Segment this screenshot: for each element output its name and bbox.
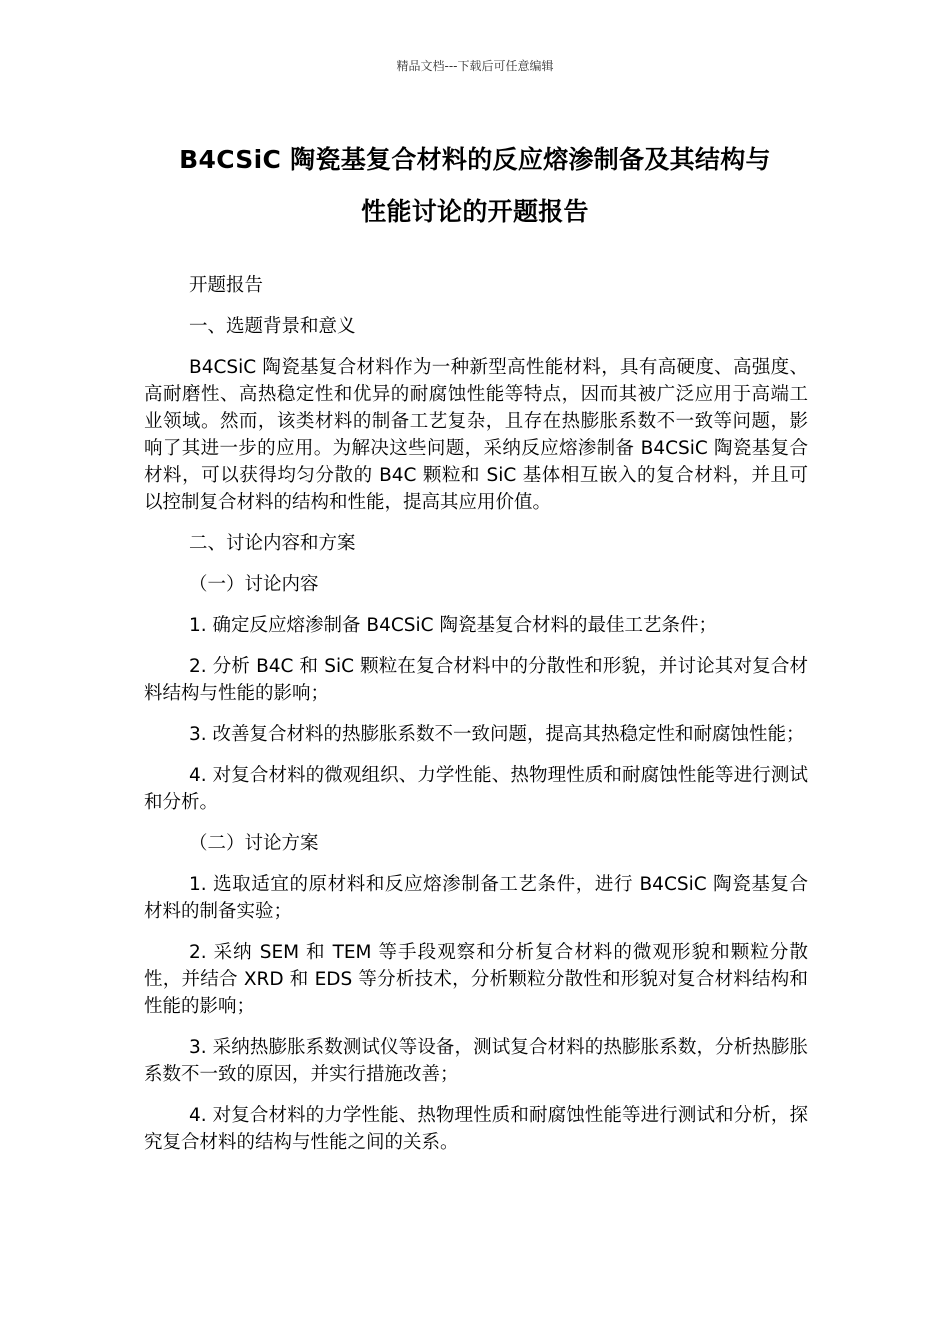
document-title [120, 134, 830, 238]
content-item: 4. 对复合材料的微观组织、力学性能、热物理性质和耐腐蚀性能等进行测试和分析。 [144, 765, 808, 813]
plan-item: 2. 采纳 SEM 和 TEM 等手段观察和分析复合材料的微观形貌和颗粒分散性，并结合 XRD 和 EDS 等分析技术，分析颗粒分散性和形貌对复合材料结构和性能的影响； [144, 942, 808, 1017]
page-header: 精品文档---下载后可任意编辑 [396, 59, 554, 73]
content-item: 2. 分析 B4C 和 SiC 颗粒在复合材料中的分散性和形貌，并讨论其对复合材料结构与性能的影响； [144, 656, 808, 704]
content-heading: （一）讨论内容 [189, 574, 319, 595]
report-label: 开题报告 [189, 275, 264, 296]
title-line-2: 性能讨论的开题报告 [361, 197, 589, 226]
plan-heading: （二）讨论方案 [189, 833, 319, 854]
plan-item: 3. 采纳热膨胀系数测试仪等设备，测试复合材料的热膨胀系数，分析热膨胀系数不一致的原因，并实行措施改善； [144, 1037, 808, 1085]
document-body [144, 272, 808, 1170]
content-item: 1. 确定反应熔渗制备 B4CSiC 陶瓷基复合材料的最佳工艺条件； [189, 615, 717, 636]
section-1-paragraph: B4CSiC 陶瓷基复合材料作为一种新型高性能材料，具有高硬度、高强度、高耐磨性、高热稳定性和优异的耐腐蚀性能等特点，因而其被广泛应用于高端工业领域。然而，该类材料的制备工艺复杂，且存在热膨胀系数不一致等问题，影响了其进一步的应用。为解决这些问题，采纳反应熔渗制备 B4CSiC 陶瓷基复合材料，可以获得均匀分散的 B4C 颗粒和 SiC 基体相互嵌入的复合材料，并且可以控制复合材料的结构和性能，提高其应用价值。 [144, 357, 808, 513]
plan-item: 4. 对复合材料的力学性能、热物理性质和耐腐蚀性能等进行测试和分析，探究复合材料的结构与性能之间的关系。 [144, 1105, 808, 1153]
content-item: 3. 改善复合材料的热膨胀系数不一致问题，提高其热稳定性和耐腐蚀性能； [189, 724, 805, 745]
section-1-heading: 一、选题背景和意义 [189, 316, 356, 337]
section-2-heading: 二、讨论内容和方案 [189, 533, 356, 554]
title-line-1: B4CSiC 陶瓷基复合材料的反应熔渗制备及其结构与 [179, 145, 771, 174]
plan-item: 1. 选取适宜的原材料和反应熔渗制备工艺条件，进行 B4CSiC 陶瓷基复合材料的制备实验； [144, 874, 808, 922]
